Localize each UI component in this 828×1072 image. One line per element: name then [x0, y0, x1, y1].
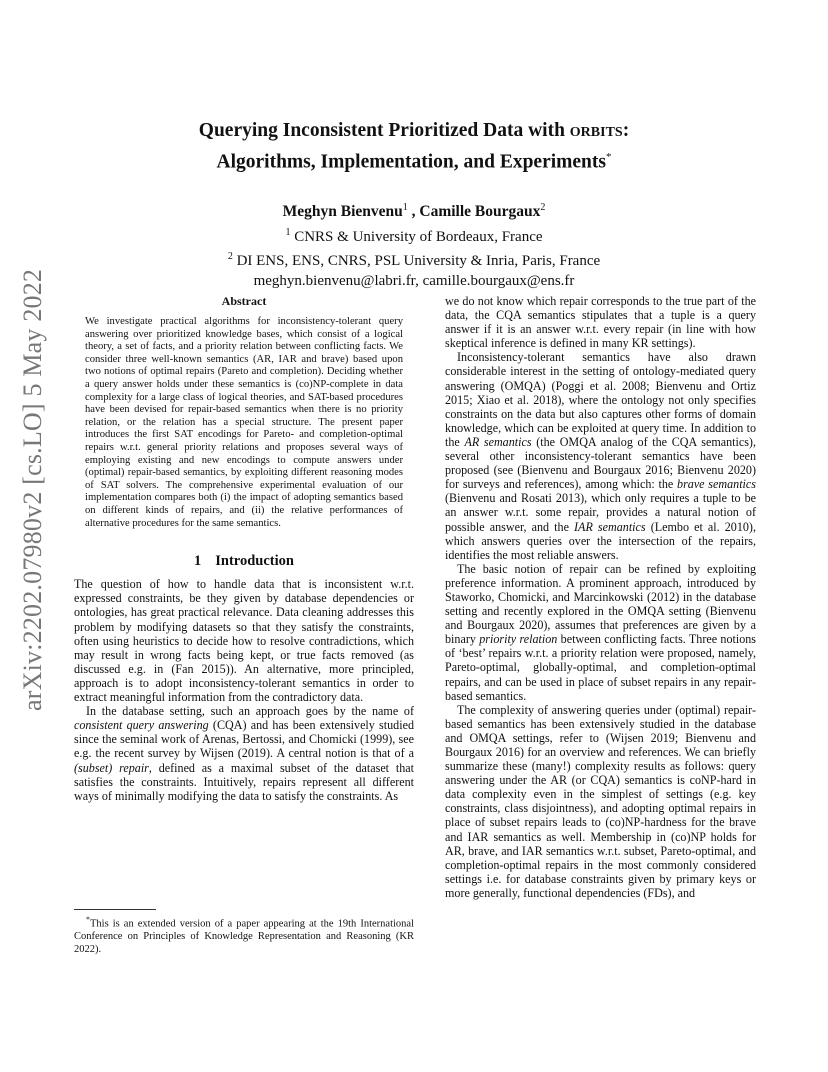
footnote-text: This is an extended version of a paper appearing at the 19th International Conference on Principles of Knowledge Representation and Reasoning (KR 2022).: [74, 918, 414, 955]
emphasis: AR semantics: [464, 434, 532, 449]
section-title: Introduction: [215, 553, 294, 570]
author-list: [0, 197, 828, 223]
emphasis: consistent query answering: [74, 718, 209, 733]
text-run: (the OMQA analog of the CQA semantics), several other inconsistency-tolerant semantics have been proposed (see (Bienvenu and Bourgaux 2016; Bienvenu 2020) for surveys and references), among which: the: [445, 434, 756, 492]
footnote: [74, 914, 414, 956]
section-heading: [74, 554, 414, 568]
emphasis: priority relation: [479, 632, 558, 647]
text-run: (Lembo et al. 2010), which answers queries over the intersection of the repairs, identifies the most reliable answers.: [445, 519, 756, 562]
arxiv-identifier: arXiv:2202.07980v2 [cs.LO] 5 May 2022: [18, 268, 47, 712]
paper-header: [0, 118, 828, 291]
paragraph: [445, 350, 756, 561]
abstract-heading: Abstract: [221, 294, 267, 308]
text-run: (Bienvenu and Rosati 2013), which only requires a tuple to be an answer w.r.t. some repair, provides a natural notion of possible answer, and the: [445, 491, 756, 534]
author-affil-mark: 2: [540, 201, 546, 213]
text-run: The basic notion of repair can be refined by exploiting preference information. A prominent approach, introduced by Staworko, Chomicki, and Marcinkowski (2012) in the database setting and recently explored in the OMQA setting (Bienvenu and Bourgaux 2020), assumes that preferences are given by a binary: [445, 561, 756, 647]
author-affil-mark: 1: [402, 201, 408, 213]
paragraph: [74, 704, 414, 803]
footnote-rule: [74, 909, 156, 910]
title-line2-text: Algorithms, Implementation, and Experiments: [216, 151, 606, 173]
paper-title: [0, 118, 828, 176]
title-line1-text: Querying Inconsistent Prioritized Data with: [198, 120, 570, 141]
left-column: [74, 294, 414, 803]
text-run: , defined as a maximal subset of the dataset that satisfies the constraints. Intuitively, repairs represent all different ways of minimally modifying the data to satisfy the constraints. As: [74, 760, 414, 803]
text-run: Inconsistency-tolerant semantics have also drawn considerable interest in the setting of ontology-mediated query answering (OMQA) (Poggi et al. 2008; Bienvenu and Ortiz 2015; Xiao et al. 2018), where the ontology not only specifies constraints on the data but also captures other forms of domain knowledge, which can be exploited at query time. In addition to the: [445, 350, 756, 449]
title-colon: :: [622, 120, 630, 141]
emphasis: brave semantics: [677, 477, 756, 492]
paragraph: [445, 562, 756, 703]
paragraph: The question of how to handle data that is inconsistent w.r.t. expressed constraints, be they given by database dependencies or ontologies, has great practical relevance. Data cleaning addresses this problem by modifying datasets so that they satisfy the constraints, often using heuristics to decide how to resolve contradictions, which may result in wrong facts being kept, or true facts removed (as discussed e.g. in (Fan 2015)). An alternative, more principled, approach is to adopt inconsistency-tolerant semantics in order to extract meaningful information from the contradictory data.: [74, 577, 414, 705]
footnote-mark: *: [86, 915, 90, 924]
affiliation: [0, 247, 828, 271]
author-emails: meghyn.bienvenu@labri.fr, camille.bourgaux@ens.fr: [253, 272, 575, 289]
affil-mark: 1: [285, 226, 291, 238]
affil-text: CNRS & University of Bordeaux, France: [290, 228, 543, 245]
paragraph: we do not know which repair corresponds to the true part of the data, the CQA semantics stipulates that a tuple is a query answer if it is an answer w.r.t. every repair (in line with how skeptical inference is defined in many KR settings).: [445, 294, 756, 351]
affiliation: [0, 223, 828, 247]
section-number: 1: [194, 553, 202, 570]
affil-mark: 2: [227, 250, 233, 262]
text-run: In the database setting, such an approach goes by the name of: [86, 704, 414, 719]
title-system-name: orbits: [569, 120, 623, 141]
emphasis: IAR semantics: [574, 519, 646, 534]
text-run: (CQA) and has been extensively studied since the seminal work of Arenas, Bertossi, and Chomicki (1999), see e.g. the recent survey by Wijsen (2019). A central notion is that of a: [74, 718, 414, 761]
emphasis: (subset) repair: [74, 760, 149, 775]
author-name: Meghyn Bienvenu: [282, 202, 403, 220]
author-separator: ,: [407, 202, 420, 220]
affil-text: DI ENS, ENS, CNRS, PSL University & Inria, Paris, France: [232, 252, 601, 269]
title-footnote-mark: *: [605, 151, 612, 163]
text-run: between conflicting facts. Three notions of ‘best’ repairs w.r.t. a priority relation were proposed, namely, Pareto-optimal, globally-optimal, and completion-optimal repairs, and can be used in place of subset repairs in any repair-based semantics.: [445, 632, 757, 703]
author-name: Camille Bourgaux: [419, 202, 541, 220]
abstract-text: We investigate practical algorithms for inconsistency-tolerant query answering over prioritized knowledge bases, which consist of a logical theory, a set of facts, and a priority relation between conflicting facts. We consider three well-known semantics (AR, IAR and brave) based upon two notions of optimal repairs (Pareto and completion). Deciding whether a query answer holds under these semantics is (co)NP-complete in data complexity for a large class of logical theories, and SAT-based procedures have been devised for repair-based semantics when there is no priority relation, or the relation has a special structure. The present paper introduces the first SAT encodings for Pareto- and completion-optimal repairs w.r.t. general priority relations and proposes several ways of employing existing and new encodings to compute answers under (optimal) repair-based semantics, by exploiting different reasoning modes of SAT solvers. The comprehensive experimental evaluation of our implementation compares both (i) the impact of adopting semantics based on different kinds of repairs, and (ii) the relative performances of alternative procedures for the same semantics.: [85, 316, 403, 529]
right-column: [445, 294, 756, 900]
paragraph: The complexity of answering queries under (optimal) repair-based semantics has been extensively studied in the database and OMQA settings, refer to (Wijsen 2019; Bienvenu and Bourgaux 2016) for an overview and references. We can briefly summarize these (many!) complexity results as follows: query answering under the AR (or CQA) semantics is coNP-hard in data complexity even in the simplest of settings (e.g. key constraints, class disjointness), and adopting optimal repairs in place of subset repairs leads to (co)NP-hardness for the brave and IAR semantics as well. Membership in (co)NP holds for AR, brave, and IAR semantics w.r.t. subset, Pareto-optimal, and completion-optimal repairs in the most commonly considered settings i.e. for database constraints given by primary keys or more generally, functional dependencies (FDs), and: [445, 702, 756, 900]
